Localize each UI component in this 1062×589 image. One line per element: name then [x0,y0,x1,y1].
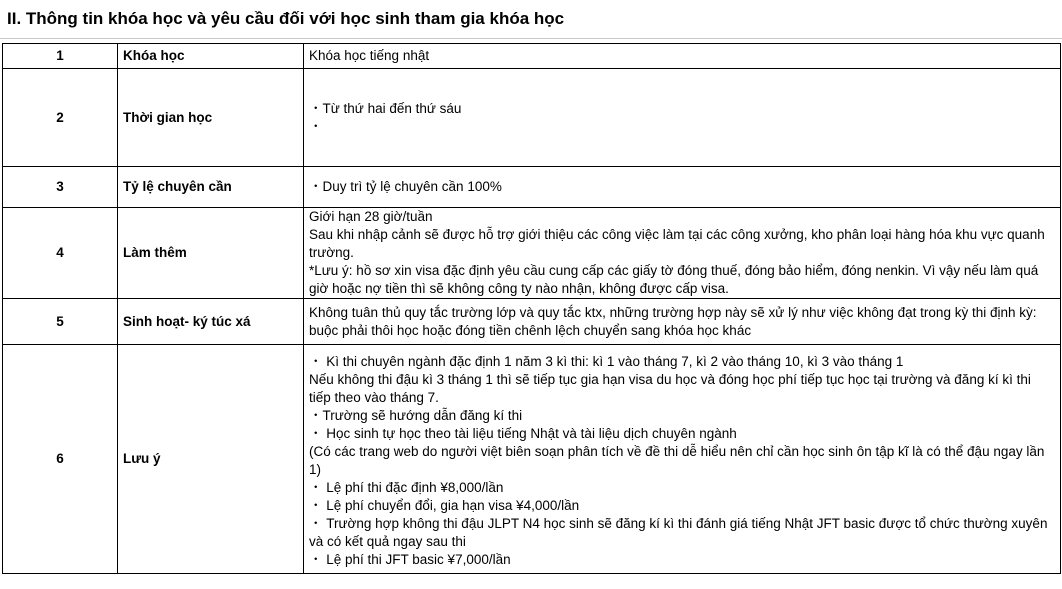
row-number: 5 [3,299,118,345]
content-line: Sau khi nhập cảnh sẽ được hỗ trợ giới thiệu các công việc làm tại các công xưởng, kho phân loại hàng hóa khu vực quanh trường. [309,227,1045,260]
row-label: Lưu ý [118,345,304,574]
content-line: ・ Học sinh tự học theo tài liệu tiếng Nhật và tài liệu dịch chuyên ngành [309,426,737,441]
content-line: Khóa học tiếng nhật [309,48,430,63]
table-row [3,69,1061,167]
row-label: Tỷ lệ chuyên cần [118,167,304,208]
content-line: Giới hạn 28 giờ/tuần [309,209,433,224]
content-line: *Lưu ý: hồ sơ xin visa đặc định yêu cầu cung cấp các giấy tờ đóng thuế, đóng bảo hiểm, đóng nenkin. Vì vậy nếu làm quá giờ hoặc nợ tiền thì sẽ không công ty nào nhận, không được cấp visa. [309,263,1039,296]
content-line: ・ Lệ phí chuyển đổi, gia hạn visa ¥4,000/lần [309,498,580,513]
content-line: Không tuân thủ quy tắc trường lớp và quy tắc ktx, những trường hợp này sẽ xử lý như việc không đạt trong kỳ thi định kỳ: buộc phải thôi học hoặc đóng tiền chênh lệch chuyển sang khóa học khác [309,304,1037,338]
table-row [3,208,1061,299]
header-divider [0,38,1062,39]
row-number: 4 [3,208,118,299]
content-line: (Có các trang web do người việt biên soạn phân tích về đề thi dễ hiểu nên chỉ cần học sinh ôn tập kĩ là có thể đậu ngay lần 1) [309,444,1045,477]
row-label: Khóa học [118,44,304,69]
table-row [3,345,1061,574]
content-line: ・ [309,118,323,134]
row-content [304,208,1061,299]
content-line: ・ Kì thi chuyên ngành đặc định 1 năm 3 kì thi: kì 1 vào tháng 7, kì 2 vào tháng 10, kì 3 vào tháng 1 [309,354,904,369]
row-content [304,299,1061,345]
section-title: II. Thông tin khóa học và yêu cầu đối với học sinh tham gia khóa học [7,9,565,28]
content-line: ・Trường sẽ hướng dẫn đăng kí thi [309,408,523,423]
course-info-table [2,43,1061,574]
table-row [3,44,1061,69]
row-label: Thời gian học [118,69,304,167]
row-number: 6 [3,345,118,574]
row-content [304,69,1061,167]
row-content [304,167,1061,208]
row-content [304,44,1061,69]
content-line: ・ Lệ phí thi JFT basic ¥7,000/lần [309,552,511,567]
row-label: Làm thêm [118,208,304,299]
row-number: 3 [3,167,118,208]
content-line: ・Từ thứ hai đến thứ sáu [309,100,462,116]
table-row [3,299,1061,345]
row-number: 2 [3,69,118,167]
row-number: 1 [3,44,118,69]
table-row [3,167,1061,208]
row-content [304,345,1061,574]
content-line: Nếu không thi đậu kì 3 tháng 1 thì sẽ tiếp tục gia hạn visa du học và đóng học phí tiếp tục học tại trường và đăng kí kì thi tiếp theo vào tháng 7. [309,372,1031,405]
row-label: Sinh hoạt- ký túc xá [118,299,304,345]
content-line: ・ Lệ phí thi đặc định ¥8,000/lần [309,480,504,495]
content-line: ・ Trường hợp không thi đậu JLPT N4 học sinh sẽ đăng kí kì thi đánh giá tiếng Nhật JFT basic được tổ chức thường xuyên và có kết quả ngay sau thi [309,516,1048,549]
content-line: ・Duy trì tỷ lệ chuyên cần 100% [309,179,502,194]
